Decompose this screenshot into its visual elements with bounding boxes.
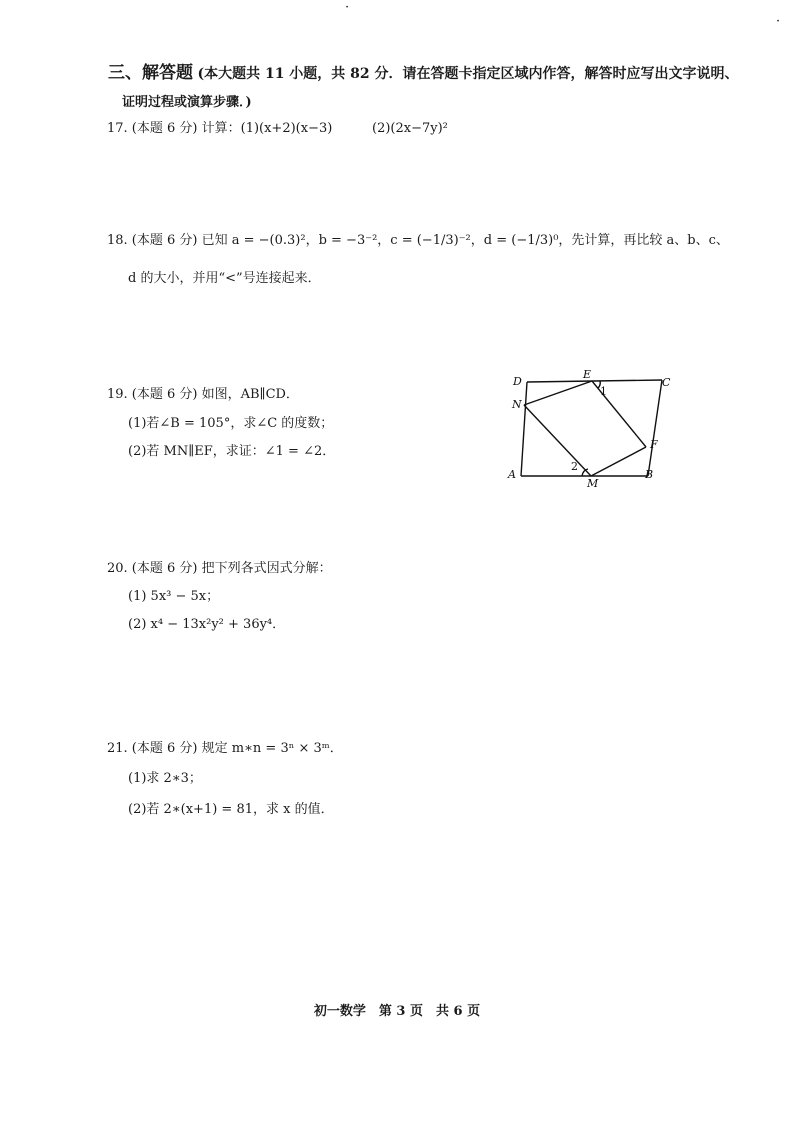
question-21-line3: (2)若 2∗(x+1) = 81，求 x 的值．	[128, 802, 334, 817]
segment-DA	[521, 382, 527, 476]
label-angle-2: 2	[571, 460, 578, 473]
question-19-line1: 19. (本题 6 分) 如图，AB∥CD．	[107, 387, 299, 402]
section-description-cont: 证明过程或演算步骤．)	[122, 95, 252, 110]
geometry-figure	[500, 368, 680, 488]
scan-mark: ·	[345, 0, 350, 15]
label-M: M	[587, 477, 599, 490]
question-17-part2: (2)(2x−7y)²	[372, 121, 448, 136]
label-angle-1: 1	[600, 385, 607, 398]
section-title: 解答题	[142, 63, 193, 83]
question-20-line3: (2) x⁴ − 13x²y² + 36y⁴．	[128, 617, 286, 632]
page-footer: 初一数学 第 3 页 共 6 页	[313, 1004, 481, 1019]
label-B: B	[645, 468, 654, 481]
question-20-line2: (1) 5x³ − 5x；	[128, 589, 220, 604]
segment-CB	[648, 380, 662, 476]
label-F: F	[650, 438, 658, 451]
section-description: (本大题共 11 小题，共 82 分．请在答题卡指定区域内作答，解答时应写出文字说明、	[197, 66, 739, 82]
label-C: C	[662, 376, 671, 389]
segment-MF	[591, 447, 646, 476]
scan-mark: ·	[776, 14, 781, 29]
question-20-line1: 20. (本题 6 分) 把下列各式因式分解：	[107, 561, 332, 576]
question-18-line2: d 的大小，并用“<”号连接起来．	[128, 271, 321, 286]
segment-NE	[524, 381, 592, 405]
question-17	[107, 120, 332, 138]
question-17-part1: 17. (本题 6 分) 计算：(1)(x+2)(x−3)	[107, 121, 333, 136]
question-21-line1: 21. (本题 6 分) 规定 m∗n = 3ⁿ × 3ᵐ．	[107, 741, 343, 756]
section-number: 三、	[108, 63, 142, 83]
label-A: A	[508, 468, 516, 481]
label-D: D	[513, 375, 522, 388]
segment-NM	[524, 405, 591, 476]
question-21-line2: (1)求 2∗3；	[128, 771, 202, 786]
question-19-line3: (2)若 MN∥EF，求证：∠1 = ∠2．	[128, 444, 336, 459]
segment-DC	[527, 380, 662, 382]
question-19-line2: (1)若∠B = 105°，求∠C 的度数；	[128, 416, 334, 431]
section-header	[108, 64, 739, 83]
label-E: E	[583, 368, 592, 381]
question-18-line1: 18. (本题 6 分) 已知 a = −(0.3)²，b = −3⁻²，c = (−1/3)⁻²，d = (−1/3)⁰，先计算，再比较 a、b、c、	[107, 233, 729, 248]
label-N: N	[512, 398, 522, 411]
